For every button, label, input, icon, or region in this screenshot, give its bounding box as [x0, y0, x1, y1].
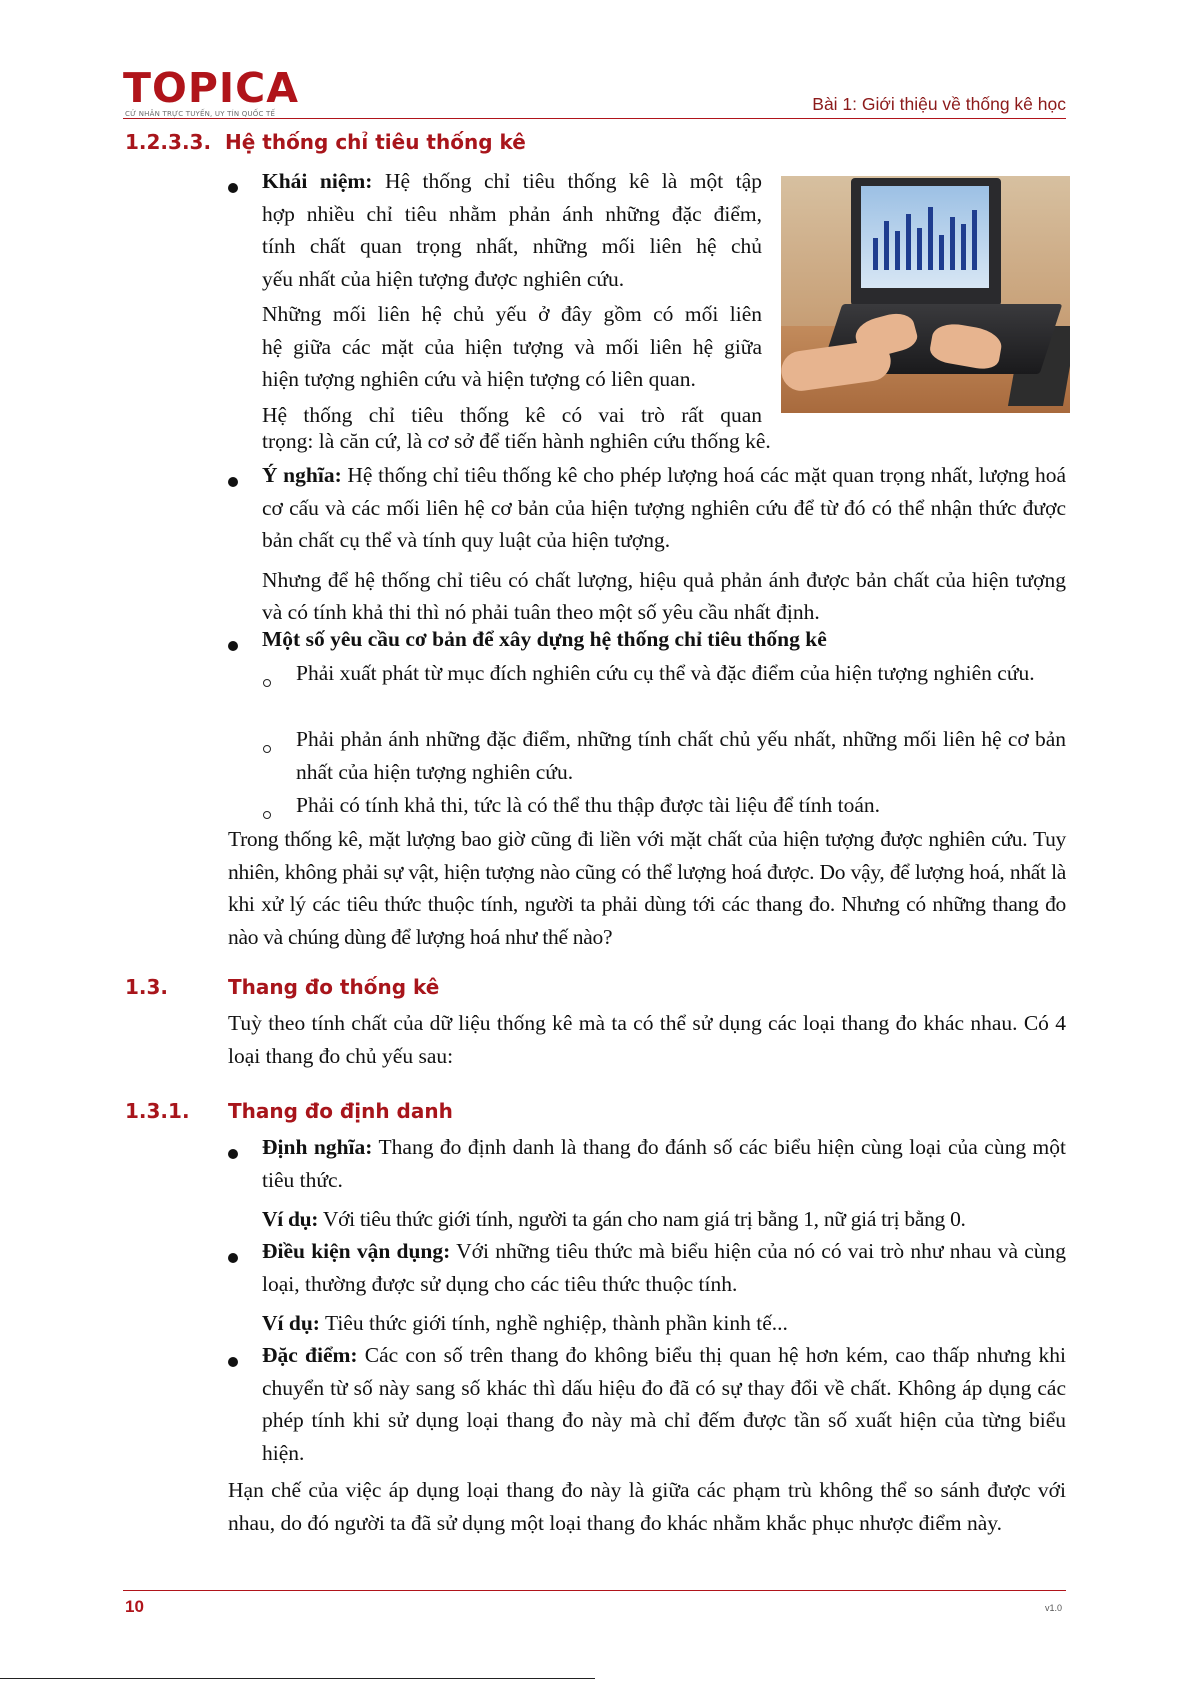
relation-line: Những mối liên hệ chủ yếu ở đây gồm có mối liên — [262, 302, 762, 326]
circle-bullet-icon — [263, 811, 271, 819]
bullet-icon — [228, 641, 238, 651]
screen-chart-bar — [950, 217, 955, 270]
bullet-icon — [228, 1149, 238, 1159]
scales-intro: Tuỳ theo tính chất của dữ liệu thống kê mà ta có thể sử dụng các loại thang đo khác nhau. Có 4 loại thang đo chủ yếu sau: — [228, 1011, 1066, 1068]
bullet-icon — [228, 1253, 238, 1263]
requirements-heading: Một số yêu cầu cơ bản để xây dựng hệ thống chỉ tiêu thống kê — [262, 627, 827, 651]
example-text: Với tiêu thức giới tính, người ta gán cho nam giá trị bằng 1, nữ giá trị bằng 0. — [318, 1207, 966, 1231]
concept-line: hợp nhiều chỉ tiêu nhằm phản ánh những đặc điểm, — [262, 201, 762, 226]
concept-label: Khái niệm: — [262, 169, 373, 193]
requirement-3: Phải có tính khả thi, tức là có thể thu thập được tài liệu để tính toán. — [296, 793, 880, 817]
meaning-paragraph — [262, 459, 1066, 629]
circle-bullet-icon — [263, 745, 271, 753]
example-text: Tiêu thức giới tính, nghề nghiệp, thành phần kinh tế... — [319, 1311, 788, 1335]
condition-label: Điều kiện vận dụng: — [262, 1239, 451, 1263]
screen-chart-bar — [917, 228, 922, 270]
screen-chart-bar — [873, 238, 878, 270]
section-number: 1.3.1. — [125, 1099, 190, 1123]
requirement-1: Phải xuất phát từ mục đích nghiên cứu cụ thể và đặc điểm của hiện tượng nghiên cứu. — [296, 661, 1035, 685]
role-line: Hệ thống chỉ tiêu thống kê có vai trò rất quan — [262, 402, 762, 427]
section-title: Hệ thống chỉ tiêu thống kê — [225, 130, 526, 154]
condition-text: Với những tiêu thức mà biểu hiện của nó có vai trò như nhau và cùng loại, thường được sử dụng cho các tiêu thức thuộc tính. — [262, 1239, 1066, 1296]
section-title-1-3: Thang đo thống kê — [228, 975, 440, 999]
concept-line: Hệ thống chỉ tiêu thống kê là một tập — [372, 169, 762, 193]
concept-line: tính chất quan trọng nhất, những mối liên hệ chủ — [262, 234, 762, 258]
section-heading-1-3 — [125, 975, 168, 999]
requirement-2: Phải phản ánh những đặc điểm, những tính chất chủ yếu nhất, những mối liên hệ cơ bản nhất của hiện tượng nghiên cứu. — [296, 727, 1066, 784]
condition-paragraph — [262, 1235, 1066, 1340]
concept-paragraph — [262, 165, 762, 431]
section-number: 1.3. — [125, 975, 169, 999]
section-heading-1-3-1 — [125, 1099, 190, 1123]
page-bottom-line — [0, 1678, 595, 1679]
example-label: Ví dụ: — [262, 1207, 319, 1231]
section-heading-1-2-3-3 — [125, 130, 526, 154]
section-title-1-3-1: Thang đo định danh — [228, 1099, 453, 1123]
meaning-label: Ý nghĩa: — [262, 463, 342, 487]
quality-text: Nhưng để hệ thống chỉ tiêu có chất lượng, hiệu quả phản ánh được bản chất của hiện tượng và có tính khả thi thì nó phải tuân theo một số yêu cầu nhất định. — [262, 567, 1066, 624]
relation-line: hiện tượng nghiên cứu và hiện tượng có liên quan. — [262, 367, 696, 391]
example-label: Ví dụ: — [262, 1311, 320, 1335]
page-number: 10 — [125, 1597, 144, 1616]
role-line: trọng: là căn cứ, là cơ sở để tiến hành nghiên cứu thống kê. — [262, 429, 771, 453]
laptop-typing-photo — [781, 176, 1070, 413]
laptop-screen — [861, 186, 989, 288]
laptop-screen-frame — [851, 178, 1001, 306]
feature-text: Các con số trên thang đo không biểu thị quan hệ hơn kém, cao thấp nhưng khi chuyển từ số này sang số khác thì dấu hiệu đo đã có sự thay đổi về chất. Không áp dụng các phép tính khi sử dụng loại thang đo này mà chỉ đếm được tần số xuất hiện của từng biểu hiện. — [262, 1343, 1066, 1465]
definition-text: Thang đo định danh là thang đo đánh số các biểu hiện cùng loại của cùng một tiêu thức. — [262, 1135, 1066, 1192]
requirements-title — [262, 623, 1066, 656]
screen-chart-bar — [895, 231, 900, 270]
lesson-title: Bài 1: Giới thiệu về thống kê học — [812, 94, 1066, 114]
section-number: 1.2.3.3. — [125, 130, 212, 154]
screen-chart-bar — [939, 235, 944, 270]
logo-text: TOPICA — [123, 64, 299, 112]
version-label: v1.0 — [1044, 1603, 1062, 1613]
meaning-text: Hệ thống chỉ tiêu thống kê cho phép lượng hoá các mặt quan trọng nhất, lượng hoá cơ cấu và các mối liên hệ cơ bản của hiện tượng nghiên cứu để từ đó có thể nhận thức được bản chất cụ thể và tính quy luật của hiện tượng. — [262, 463, 1066, 552]
limitation-paragraph: Hạn chế của việc áp dụng loại thang đo này là giữa các phạm trù không thể so sánh được với nhau, do đó người ta đã sử dụng một loại thang đo khác nhằm khắc phục nhược điểm này. — [228, 1478, 1066, 1535]
logo-tagline: CỬ NHÂN TRỰC TUYẾN, UY TÍN QUỐC TẾ — [125, 110, 276, 118]
closing-paragraph: Trong thống kê, mặt lượng bao giờ cũng đi liền với mặt chất của hiện tượng được nghiên cứu. Tuy nhiên, không phải sự vật, hiện tượng nào cũng có thể lượng hoá được. Do vậy, để lượng hoá, nhất là khi xử lý các tiêu thức thuộc tính, người ta phải dùng tới các thang đo. Nhưng có những thang đo nào và chúng dùng để lượng hoá như thế nào? — [228, 827, 1066, 949]
screen-chart-bar — [961, 224, 966, 270]
concept-line: yếu nhất của hiện tượng được nghiên cứu. — [262, 266, 625, 291]
feature-label: Đặc điểm: — [262, 1343, 358, 1367]
definition-label: Định nghĩa: — [262, 1135, 373, 1159]
screen-chart-bar — [906, 214, 911, 270]
footer-divider — [123, 1590, 1066, 1591]
header-divider — [123, 118, 1066, 119]
screen-chart-bar — [884, 221, 889, 270]
bullet-icon — [228, 477, 238, 487]
definition-paragraph — [262, 1131, 1066, 1236]
screen-chart-bar — [928, 207, 933, 270]
bullet-icon — [228, 1357, 238, 1367]
bullet-icon — [228, 183, 238, 193]
screen-chart-bar — [972, 210, 977, 270]
topica-logo — [123, 64, 299, 120]
feature-paragraph — [262, 1339, 1066, 1469]
relation-line: hệ giữa các mặt của hiện tượng và mối liên hệ giữa — [262, 334, 762, 359]
circle-bullet-icon — [263, 679, 271, 687]
